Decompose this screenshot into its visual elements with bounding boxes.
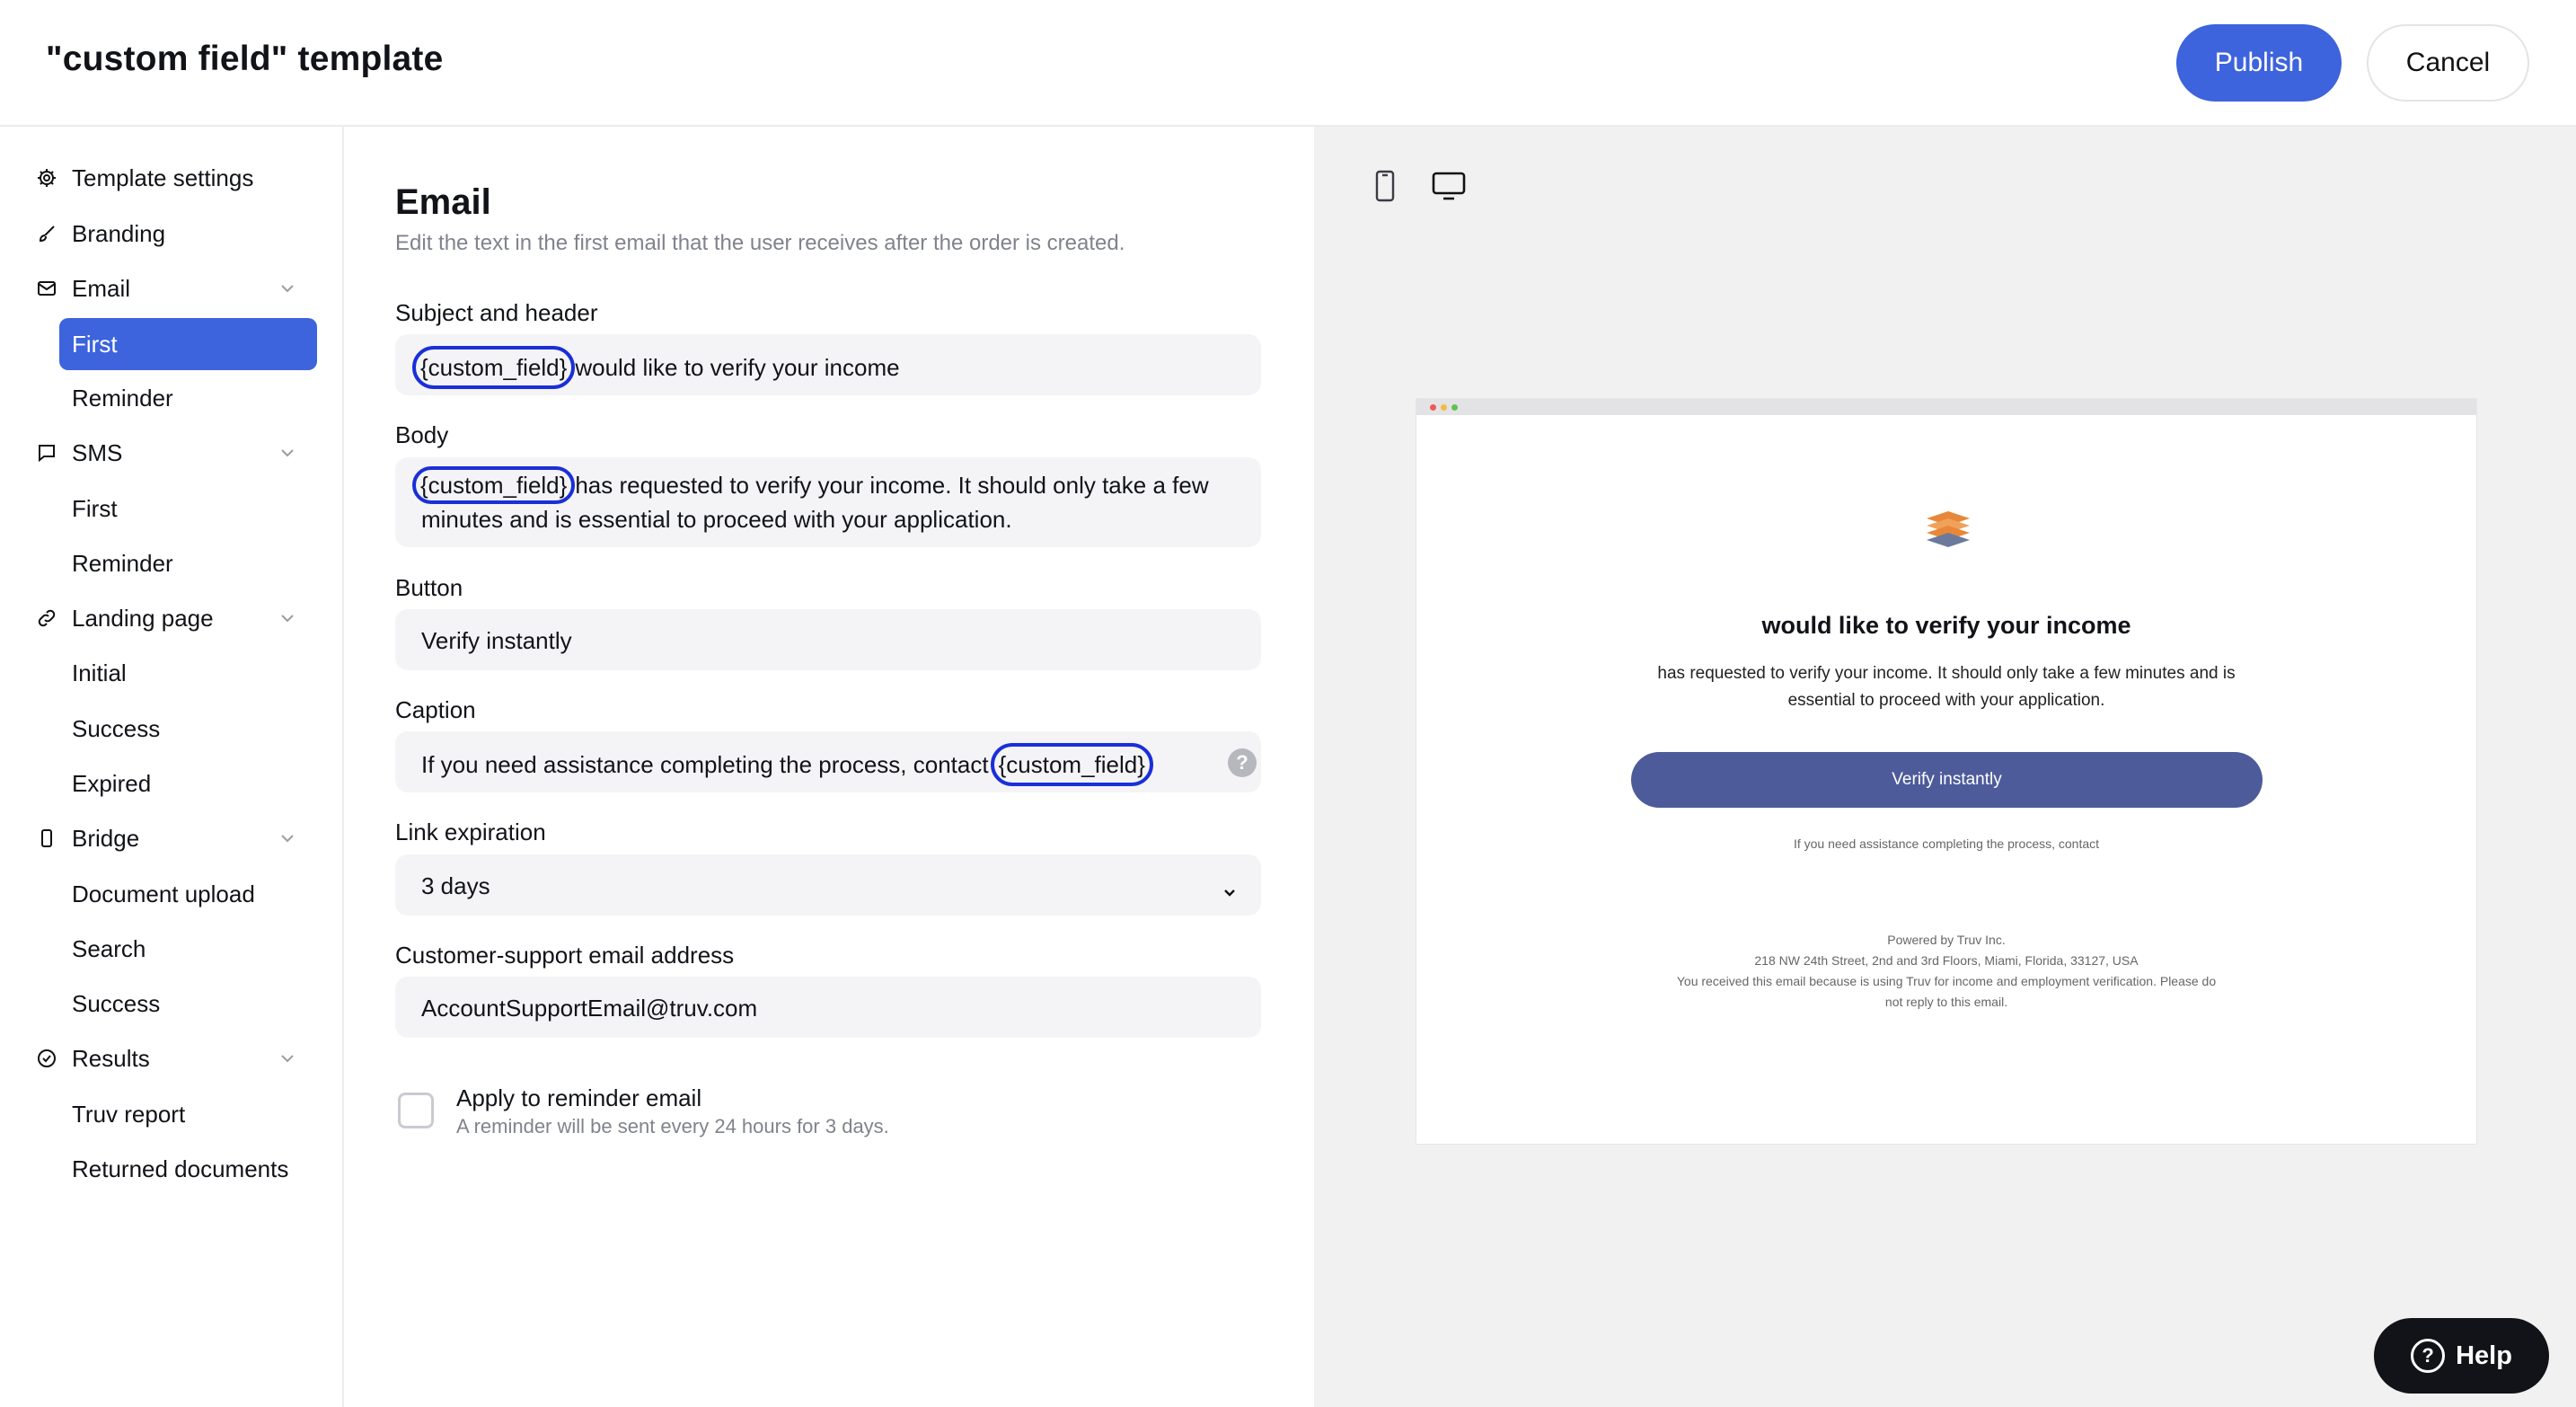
- sidebar-item-landing-page[interactable]: [0, 592, 344, 644]
- sidebar-item-label: First: [72, 330, 118, 358]
- sidebar-item-label: Reminder: [72, 384, 173, 411]
- preview-footer-notice-2: not reply to this email.: [1884, 995, 2008, 1009]
- apply-reminder-label: Apply to reminder email: [456, 1084, 702, 1111]
- expiration-select[interactable]: [395, 854, 1261, 916]
- preview-footer-address: 218 NW 24th Street, 2nd and 3rd Floors, Miami, Florida, 33127, USA: [1754, 953, 2139, 968]
- preview-body: [1623, 660, 2270, 714]
- sidebar-item-label: Success: [72, 714, 161, 742]
- sidebar-item-label: Landing page: [72, 604, 214, 632]
- sidebar-item-returned-documents[interactable]: [0, 1143, 344, 1195]
- sidebar-item-email-first[interactable]: [0, 318, 344, 370]
- preview-caption: If you need assistance completing the process, contact: [1793, 836, 2100, 851]
- sidebar-item-label: Truv report: [72, 1100, 186, 1128]
- question-mark-icon[interactable]: ?: [1228, 748, 1257, 777]
- mobile-view-icon[interactable]: [1372, 170, 1398, 202]
- preview-footer-powered: Powered by Truv Inc.: [1887, 933, 2006, 947]
- browser-title-bar: [1416, 399, 2476, 415]
- sidebar-item-label: Document upload: [72, 880, 255, 907]
- question-circle-icon: ?: [2411, 1339, 2445, 1373]
- sidebar-item-label: Results: [72, 1044, 150, 1072]
- button-text-field[interactable]: [395, 609, 1261, 670]
- preview-panel: [1314, 127, 2576, 1407]
- sidebar-item-expired[interactable]: [0, 757, 344, 810]
- sidebar-item-email-reminder[interactable]: [0, 372, 344, 424]
- section-description: Edit the text in the first email that the user receives after the order is created.: [395, 231, 1125, 255]
- sidebar-item-bridge[interactable]: [0, 812, 344, 864]
- chevron-down-icon[interactable]: [278, 609, 296, 627]
- chevron-down-icon[interactable]: [278, 444, 296, 462]
- sidebar-item-document-upload[interactable]: [0, 868, 344, 920]
- sidebar-item-label: Search: [72, 934, 146, 962]
- sidebar-item-sms-first[interactable]: [0, 482, 344, 535]
- gear-icon: [34, 165, 59, 190]
- help-label: Help: [2456, 1341, 2512, 1370]
- body-label: Body: [395, 421, 449, 448]
- sidebar-item-label: Initial: [72, 659, 127, 686]
- preview-title: would like to verify your income: [1761, 612, 2131, 639]
- sidebar-item-label: Success: [72, 989, 161, 1017]
- cancel-button[interactable]: Cancel: [2367, 24, 2529, 102]
- caption-text: If you need assistance completing the process, contact: [421, 751, 989, 778]
- sidebar-item-label: SMS: [72, 438, 123, 466]
- support-email-field[interactable]: [395, 977, 1261, 1038]
- brush-icon: [34, 221, 59, 246]
- email-preview-window: [1416, 399, 2476, 1144]
- email-form: [344, 127, 1314, 1407]
- chevron-down-icon[interactable]: [278, 1049, 296, 1067]
- sidebar-item-label: Returned documents: [72, 1155, 289, 1182]
- preview-verify-button[interactable]: Verify instantly: [1631, 752, 2263, 808]
- sidebar-item-label: Bridge: [72, 824, 140, 852]
- sidebar-item-label: Expired: [72, 769, 152, 797]
- apply-reminder-hint: A reminder will be sent every 24 hours for 3 days.: [456, 1115, 889, 1137]
- caption-field[interactable]: [395, 731, 1261, 792]
- sidebar-item-email[interactable]: [0, 262, 344, 314]
- sidebar-item-template-settings[interactable]: [0, 152, 344, 204]
- support-email-value: AccountSupportEmail@truv.com: [421, 995, 758, 1022]
- custom-field-token[interactable]: {custom_field}: [412, 346, 575, 389]
- minimize-dot-icon: [1441, 404, 1447, 411]
- phone-icon: [34, 826, 59, 851]
- sidebar-item-label: First: [72, 494, 118, 522]
- sidebar-item-truv-report[interactable]: [0, 1088, 344, 1140]
- chevron-down-icon: [1222, 877, 1238, 905]
- sidebar-item-label: Branding: [72, 219, 166, 247]
- apply-reminder-checkbox[interactable]: [398, 1093, 434, 1128]
- desktop-view-icon[interactable]: [1431, 170, 1467, 202]
- preview-body-line1: has requested to verify your income. It should only take a few minutes and is: [1657, 664, 2236, 683]
- subject-text: would like to verify your income: [575, 354, 900, 381]
- sidebar: [0, 127, 344, 1407]
- company-logo-icon: [1925, 509, 1972, 552]
- subject-field[interactable]: [395, 334, 1261, 395]
- body-field[interactable]: [395, 457, 1261, 547]
- expiration-value: 3 days: [421, 872, 490, 899]
- chevron-down-icon[interactable]: [278, 279, 296, 297]
- sidebar-item-initial[interactable]: [0, 647, 344, 699]
- preview-footer-notice: You received this email because is using Truv for income and employment verification. Please do: [1676, 974, 2217, 988]
- expiration-label: Link expiration: [395, 819, 546, 845]
- sidebar-item-search[interactable]: [0, 923, 344, 975]
- custom-field-token[interactable]: {custom_field}: [991, 743, 1153, 786]
- sidebar-item-label: Email: [72, 274, 131, 302]
- check-circle-icon: [34, 1046, 59, 1071]
- sidebar-item-sms[interactable]: [0, 427, 344, 479]
- chat-bubble-icon: [34, 440, 59, 465]
- body-text-line2: minutes and is essential to proceed with your application.: [421, 506, 1012, 533]
- button-text-value: Verify instantly: [421, 627, 572, 654]
- button-label: Button: [395, 574, 463, 601]
- subject-label: Subject and header: [395, 299, 598, 326]
- page-title: "custom field" template: [46, 40, 444, 78]
- envelope-icon: [34, 276, 59, 301]
- help-button[interactable]: [2374, 1318, 2549, 1394]
- publish-button[interactable]: Publish: [2176, 24, 2342, 102]
- custom-field-token[interactable]: {custom_field}: [412, 466, 575, 504]
- link-icon: [34, 606, 59, 631]
- caption-label: Caption: [395, 696, 476, 723]
- sidebar-item-label: Template settings: [72, 164, 254, 191]
- sidebar-item-bridge-success[interactable]: [0, 978, 344, 1030]
- support-email-label: Customer-support email address: [395, 942, 735, 969]
- sidebar-item-results[interactable]: [0, 1032, 344, 1084]
- preview-body-line2: essential to proceed with your application.: [1787, 691, 2105, 710]
- sidebar-item-landing-success[interactable]: [0, 703, 344, 755]
- section-heading: Email: [395, 182, 491, 222]
- maximize-dot-icon: [1451, 404, 1458, 411]
- sidebar-item-sms-reminder[interactable]: [0, 537, 344, 589]
- sidebar-item-label: Reminder: [72, 549, 173, 577]
- body-text-line1: has requested to verify your income. It should only take a few: [575, 472, 1209, 499]
- chevron-down-icon[interactable]: [278, 829, 296, 847]
- close-dot-icon: [1430, 404, 1436, 411]
- top-bar: [0, 0, 2576, 127]
- sidebar-item-branding[interactable]: [0, 208, 344, 260]
